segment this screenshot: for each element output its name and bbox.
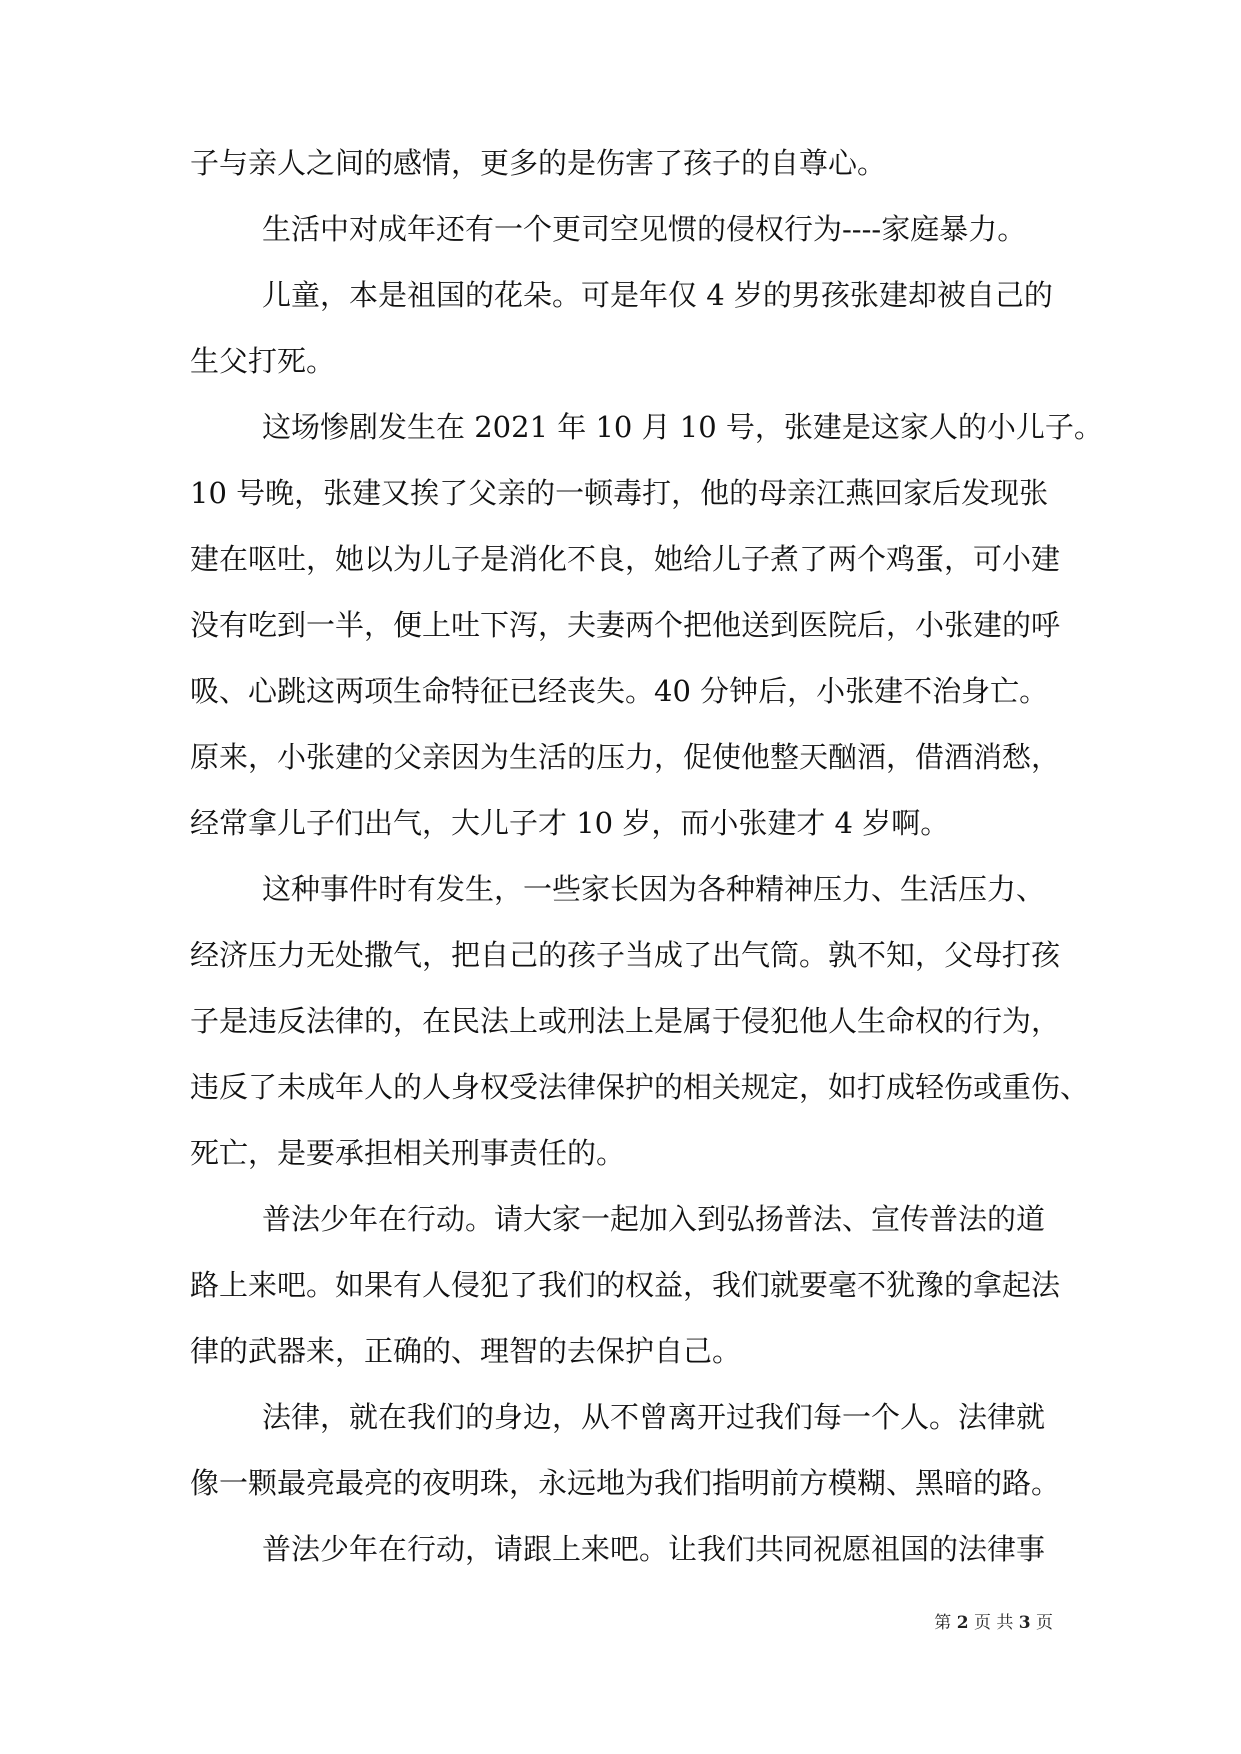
text-line: 普法少年在行动。请大家一起加入到弘扬普法、宣传普法的道	[262, 1202, 1046, 1236]
footer-middle: 页 共	[973, 1613, 1014, 1633]
text-line: 普法少年在行动，请跟上来吧。让我们共同祝愿祖国的法律事	[262, 1532, 1046, 1566]
text-line: 生父打死。	[190, 344, 336, 378]
text-line: 建在呕吐，她以为儿子是消化不良，她给儿子煮了两个鸡蛋，可小建	[190, 542, 1061, 576]
text-line: 路上来吧。如果有人侵犯了我们的权益，我们就要毫不犹豫的拿起法	[190, 1268, 1061, 1302]
text-line: 子是违反法律的，在民法上或刑法上是属于侵犯他人生命权的行为，	[190, 1004, 1061, 1038]
text-line: 经济压力无处撒气，把自己的孩子当成了出气筒。孰不知，父母打孩	[190, 938, 1061, 972]
total-page-count: 3	[1018, 1613, 1031, 1633]
text-line: 这场惨剧发生在 2021 年 10 月 10 号，张建是这家人的小儿子。	[262, 410, 1103, 444]
text-line: 这种事件时有发生，一些家长因为各种精神压力、生活压力、	[262, 872, 1046, 906]
current-page-number: 2	[956, 1613, 969, 1633]
text-line: 违反了未成年人的人身权受法律保护的相关规定，如打成轻伤或重伤、	[190, 1070, 1090, 1104]
footer-prefix: 第	[934, 1613, 952, 1633]
text-line: 生活中对成年还有一个更司空见惯的侵权行为----家庭暴力。	[262, 212, 1027, 246]
page-footer	[0, 1608, 1241, 1638]
text-line: 死亡，是要承担相关刑事责任的。	[190, 1136, 626, 1170]
text-line: 没有吃到一半，便上吐下泻，夫妻两个把他送到医院后，小张建的呼	[190, 608, 1061, 642]
text-line: 律的武器来，正确的、理智的去保护自己。	[190, 1334, 742, 1368]
text-line: 像一颗最亮最亮的夜明珠，永远地为我们指明前方模糊、黑暗的路。	[190, 1466, 1061, 1500]
text-line: 经常拿儿子们出气，大儿子才 10 岁，而小张建才 4 岁啊。	[190, 806, 950, 840]
text-line: 10 号晚，张建又挨了父亲的一顿毒打，他的母亲江燕回家后发现张	[190, 476, 1049, 510]
text-line: 吸、心跳这两项生命特征已经丧失。40 分钟后，小张建不治身亡。	[190, 674, 1049, 708]
text-line: 儿童，本是祖国的花朵。可是年仅 4 岁的男孩张建却被自己的	[262, 278, 1053, 312]
text-line: 法律，就在我们的身边，从不曾离开过我们每一个人。法律就	[262, 1400, 1046, 1434]
text-line: 原来，小张建的父亲因为生活的压力，促使他整天酗酒，借酒消愁，	[190, 740, 1061, 774]
text-line: 子与亲人之间的感情，更多的是伤害了孩子的自尊心。	[190, 146, 887, 180]
footer-suffix: 页	[1036, 1613, 1053, 1633]
